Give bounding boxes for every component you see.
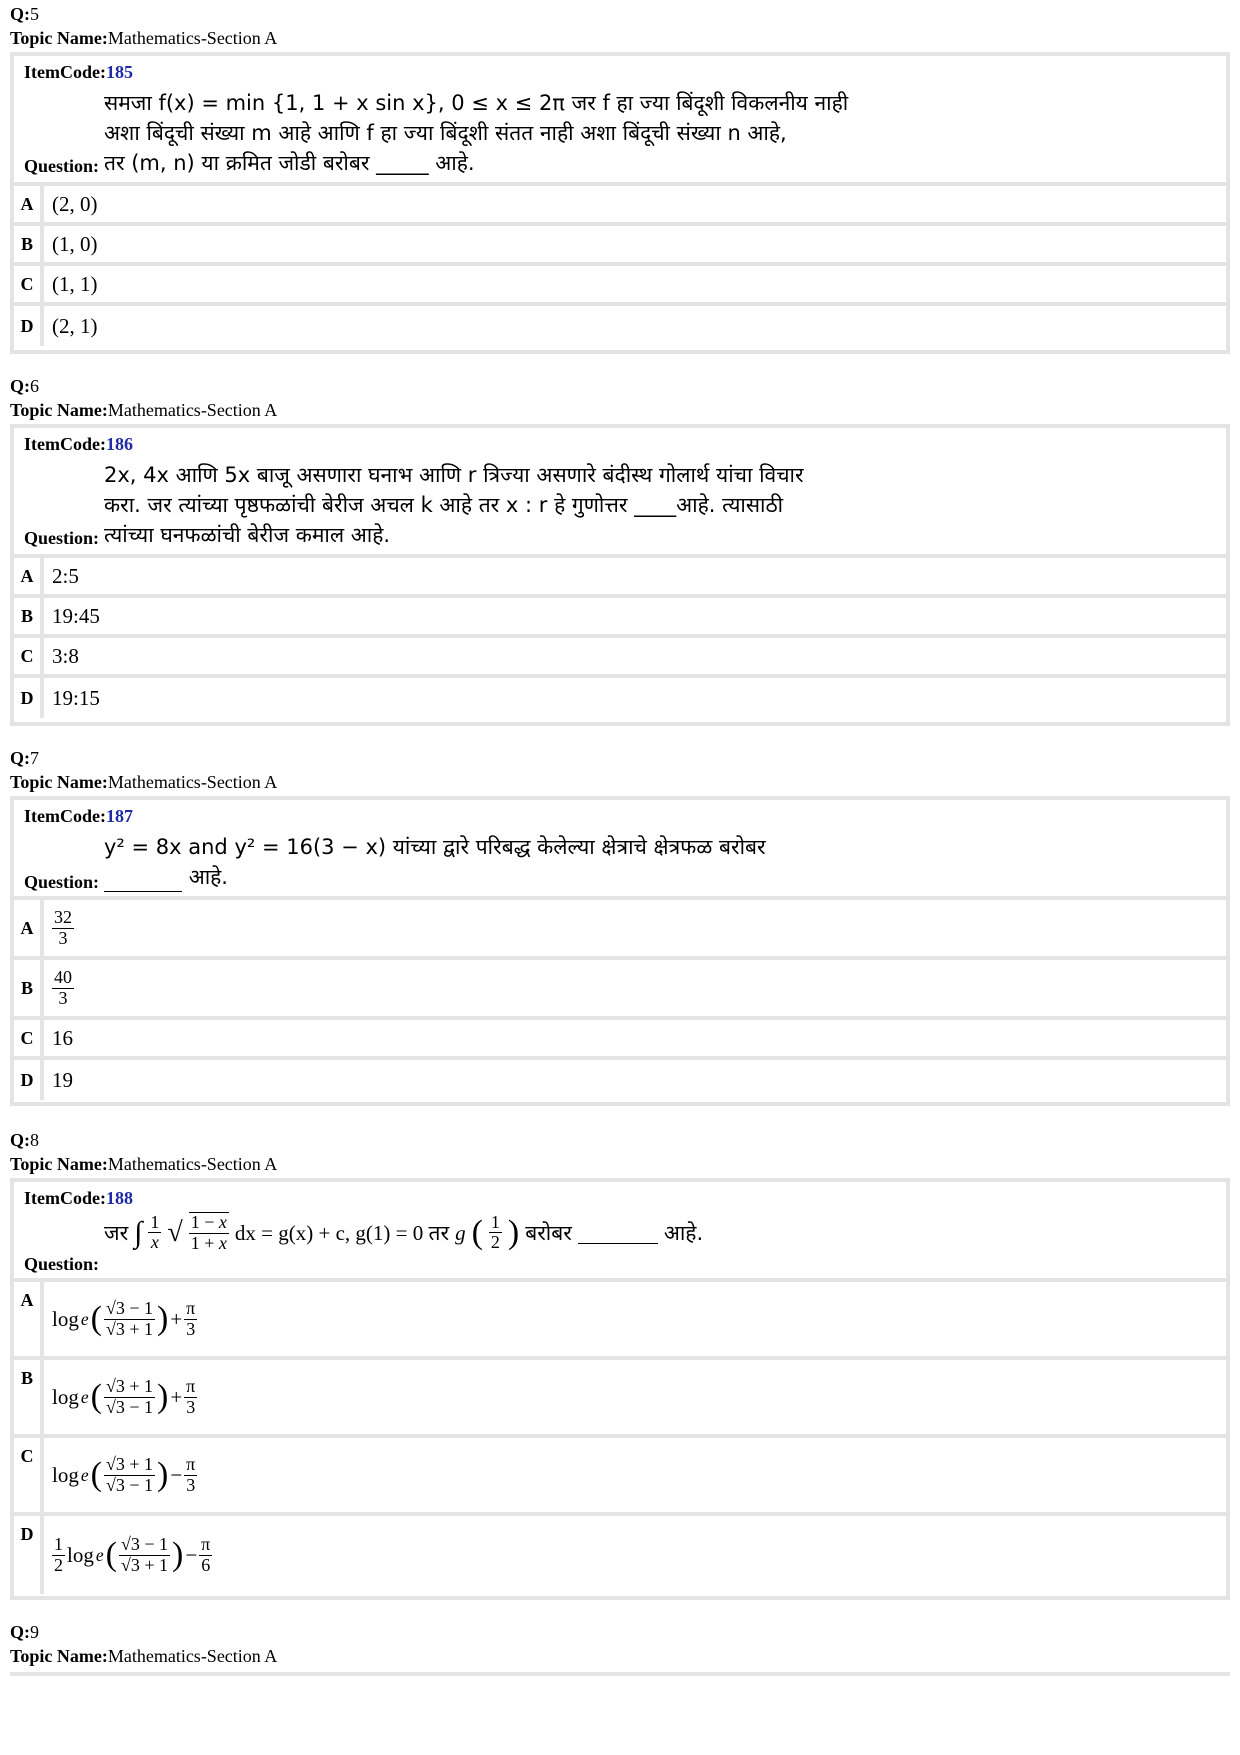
- option-value: 2:5: [52, 563, 79, 588]
- option-value: 19:45: [52, 603, 100, 628]
- option-b[interactable]: [14, 1360, 1226, 1438]
- topic-name: Topic Name:Mathematics-Section A: [10, 28, 278, 48]
- question-block-7: [10, 746, 1230, 1106]
- question-label: Question:: [24, 1254, 100, 1274]
- question-text: [104, 832, 1206, 892]
- question-line-3: तर (m, n) या क्रमित जोडी बरोबर _____ आहे.: [104, 151, 475, 175]
- option-value: [44, 968, 74, 1009]
- option-a[interactable]: [14, 186, 1226, 226]
- topic-name: Topic Name:Mathematics-Section A: [10, 1154, 278, 1174]
- option-value: 3:8: [52, 643, 79, 668]
- question-label: Question:: [24, 872, 100, 892]
- option-c[interactable]: [14, 638, 1226, 678]
- question-card: [10, 1178, 1230, 1600]
- option-value: (2, 1): [52, 313, 98, 338]
- question-text: जर ∫ $\frac{1}{x}$ √ $\frac{1 - x}{1 + x}$ dx = g(x) + c, g(1) = 0 तर g ( $\frac{1}{2}$ ) बरोबर आहे.: [104, 1211, 704, 1253]
- option-value: log e ( $\frac{√3 - 1}{√3 + 1}$ ) + $\frac{\pi}{3}$: [52, 1297, 196, 1339]
- integral-sign: ∫: [134, 1215, 143, 1249]
- option-value: log e ( $\frac{√3 + 1}{√3 - 1}$ ) + $\frac{\pi}{3}$: [52, 1375, 196, 1417]
- option-value: (2, 0): [52, 191, 98, 216]
- question-label: Question:: [24, 528, 100, 548]
- topic-name: Topic Name:Mathematics-Section A: [10, 400, 278, 420]
- option-b[interactable]: [14, 226, 1226, 266]
- option-d[interactable]: [14, 306, 1226, 346]
- question-card: [10, 424, 1230, 726]
- stem-middle: dx = g(x) + c, g(1) = 0 तर: [234, 1220, 450, 1245]
- question-line-1: समजा f(x) = min {1, 1 + x sin x}, 0 ≤ x ≤ 2π जर f हा ज्या बिंदूशी विकलनीय नाही: [104, 91, 849, 115]
- option-c[interactable]: [14, 1438, 1226, 1516]
- item-code: ItemCode:187: [24, 806, 133, 826]
- question-line-3: त्यांच्या घनफळांची बेरीज कमाल आहे.: [104, 523, 391, 547]
- option-key: B: [14, 1360, 44, 1434]
- option-key: A: [14, 1282, 44, 1356]
- question-block-5: [10, 2, 1230, 354]
- option-value: 16: [52, 1025, 73, 1050]
- option-c[interactable]: [14, 266, 1226, 306]
- topic-name: Topic Name:Mathematics-Section A: [10, 1646, 278, 1666]
- question-card: [10, 52, 1230, 354]
- question-row: [14, 800, 1226, 900]
- option-key: A: [14, 558, 44, 594]
- option-value: $\frac{1}{2}$ log e ( $\frac{√3 - 1}{√3 + 1}$ ) − $\frac{\pi}{6}$: [54, 1533, 211, 1575]
- option-key: D: [14, 1060, 44, 1100]
- option-d[interactable]: [14, 1060, 1226, 1100]
- option-b[interactable]: [14, 598, 1226, 638]
- fraction-half: $\frac{1}{2}$: [490, 1211, 500, 1253]
- option-key: A: [14, 900, 44, 956]
- question-line-1: 2x, 4x आणि 5x बाजू असणारा घनाभ आणि r त्रिज्या असणारे बंदीस्थ गोलार्थ यांचा विचार: [104, 463, 804, 487]
- question-number: Q:8: [10, 1130, 39, 1150]
- question-line-2: आहे.: [104, 862, 1206, 892]
- answer-blank: [578, 1221, 658, 1244]
- stem-end: बरोबर: [525, 1220, 572, 1245]
- item-code: ItemCode:186: [24, 434, 133, 454]
- stem-tail: आहे.: [663, 1220, 704, 1245]
- option-c[interactable]: [14, 1020, 1226, 1060]
- question-label: Question:: [24, 156, 100, 176]
- option-key: C: [14, 638, 44, 674]
- option-value: 19:15: [52, 685, 100, 710]
- question-number: Q:5: [10, 4, 39, 24]
- option-value: [44, 908, 74, 949]
- question-number: Q:6: [10, 376, 39, 396]
- option-value: 19: [52, 1067, 73, 1092]
- option-d[interactable]: [14, 678, 1226, 718]
- option-value: log e ( $\frac{√3 + 1}{√3 - 1}$ ) − $\frac{\pi}{3}$: [52, 1453, 196, 1495]
- topic-name: Topic Name:Mathematics-Section A: [10, 772, 278, 792]
- question-card: [10, 796, 1230, 1106]
- question-row: [14, 56, 1226, 186]
- option-a[interactable]: [14, 900, 1226, 960]
- option-key: C: [14, 266, 44, 302]
- option-key: B: [14, 226, 44, 262]
- question-block-8: [10, 1128, 1230, 1600]
- question-line-2: करा. जर त्यांच्या पृष्ठफळांची बेरीज अचल k आहे तर x : r हे गुणोत्तर ____आहे. त्यासाठी: [104, 493, 784, 517]
- option-key: A: [14, 186, 44, 222]
- option-key: C: [14, 1438, 44, 1512]
- question-block-9: [10, 1620, 1230, 1676]
- option-key: B: [14, 598, 44, 634]
- fraction-one-over-x: $\frac{1}{x}$: [150, 1211, 160, 1253]
- option-a[interactable]: [14, 1282, 1226, 1360]
- option-d[interactable]: [14, 1516, 1226, 1594]
- fraction: $\frac{40}{3}$: [54, 966, 72, 1008]
- card-top-border: [10, 1672, 1230, 1676]
- item-code: ItemCode:188: [24, 1188, 133, 1208]
- option-a[interactable]: [14, 558, 1226, 598]
- option-b[interactable]: [14, 960, 1226, 1020]
- option-key: C: [14, 1020, 44, 1056]
- option-value: (1, 1): [52, 271, 98, 296]
- stem-prefix: जर: [104, 1220, 129, 1245]
- question-line-1: y² = 8x and y² = 16(3 − x) यांच्या द्वारे परिबद्ध केलेल्या क्षेत्राचे क्षेत्रफळ बरोबर: [104, 835, 766, 859]
- sqrt-sign: √: [167, 1216, 183, 1248]
- question-text: [104, 88, 1206, 178]
- question-text: [104, 460, 1206, 550]
- question-number: Q:7: [10, 748, 39, 768]
- question-block-6: [10, 374, 1230, 726]
- item-code: ItemCode:185: [24, 62, 133, 82]
- fraction-sqrt: $\frac{1 - x}{1 + x}$: [190, 1212, 227, 1253]
- option-value: (1, 0): [52, 231, 98, 256]
- question-line-2: अशा बिंदूची संख्या m आहे आणि f हा ज्या बिंदूशी संतत नाही अशा बिंदूची संख्या n आहे,: [104, 121, 787, 145]
- question-row: [14, 1182, 1226, 1282]
- option-key: D: [14, 678, 44, 718]
- answer-blank: [104, 891, 182, 892]
- question-row: [14, 428, 1226, 558]
- option-key: D: [14, 1516, 44, 1594]
- fraction: $\frac{32}{3}$: [54, 906, 72, 948]
- question-number: Q:9: [10, 1622, 39, 1642]
- option-key: D: [14, 306, 44, 346]
- option-key: B: [14, 960, 44, 1016]
